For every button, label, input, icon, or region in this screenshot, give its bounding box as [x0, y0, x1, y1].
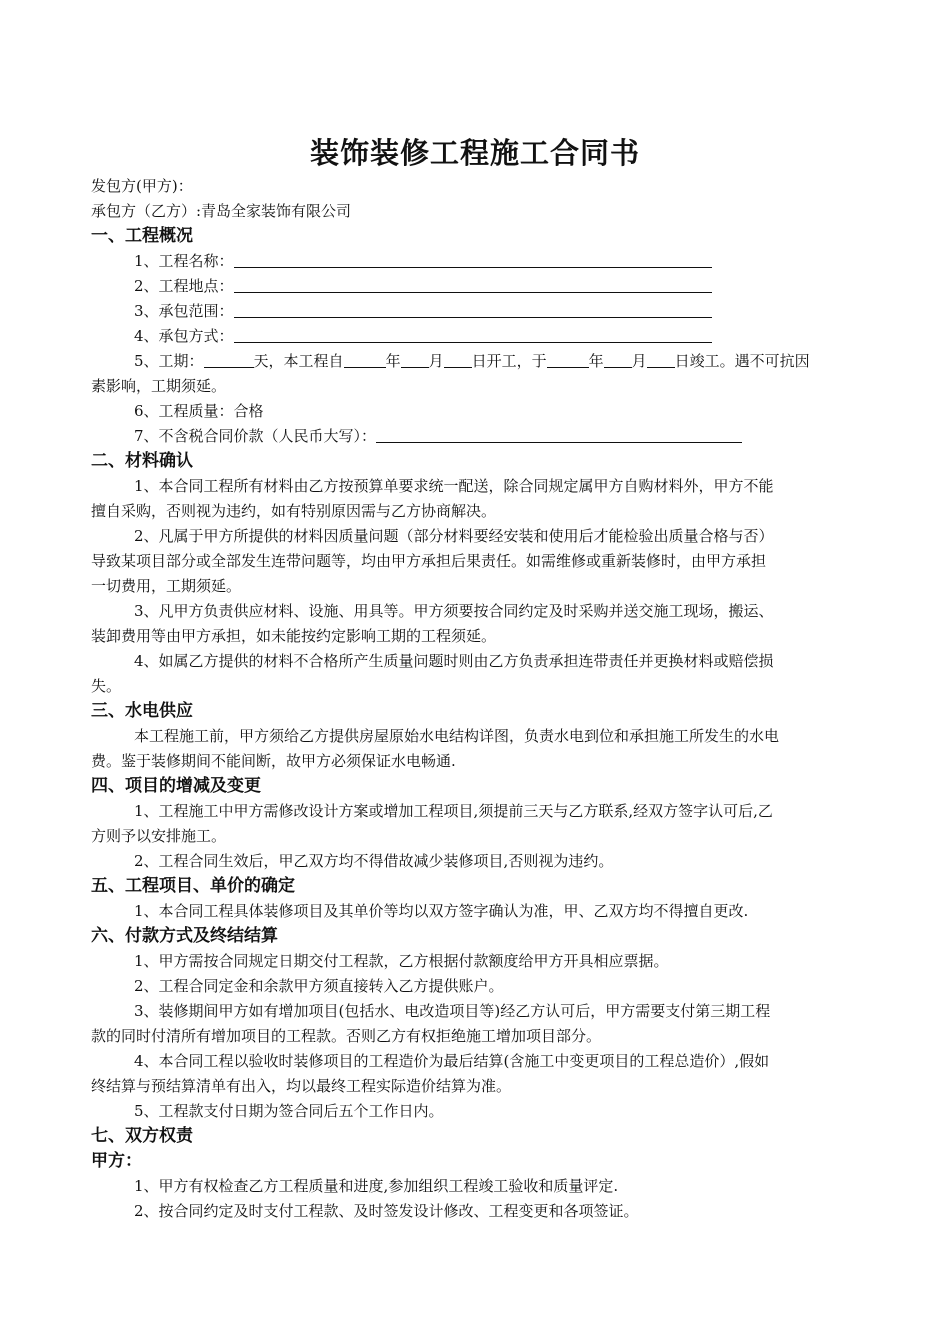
project-location-blank — [234, 275, 712, 293]
employer-line: 发包方(甲方)： — [91, 177, 193, 195]
paragraph: 2、工程合同生效后，甲乙双方均不得借故减少装修项目,否则视为违约。 — [134, 852, 614, 870]
start-day-blank — [444, 350, 472, 368]
section-heading-7: 七、双方权责 — [91, 1126, 193, 1146]
project-location-label: 2、工程地点： — [134, 277, 234, 295]
section-heading-6: 六、付款方式及终结结算 — [91, 926, 278, 946]
days-blank — [204, 350, 254, 368]
paragraph: 4、如属乙方提供的材料不合格所产生质量问题时则由乙方负责承担连带责任并更换材料或赔偿损 — [134, 652, 774, 670]
section-heading-3: 三、水电供应 — [91, 701, 193, 721]
contract-method-blank — [234, 325, 712, 343]
quality-row: 6、工程质量：合格 — [134, 402, 264, 420]
paragraph: 1、甲方需按合同规定日期交付工程款，乙方根据付款额度给甲方开具相应票据。 — [134, 952, 669, 970]
section-heading-1: 一、工程概况 — [91, 226, 193, 246]
project-name-blank — [234, 250, 712, 268]
paragraph: 终结算与预结算清单有出入，均以最终工程实际造价结算为准。 — [91, 1077, 512, 1095]
paragraph: 1、甲方有权检查乙方工程质量和进度,参加组织工程竣工验收和质量评定. — [134, 1177, 619, 1195]
period-text-6: 月 — [631, 352, 647, 370]
contract-price-row — [134, 424, 861, 449]
period-label: 5、工期： — [134, 352, 204, 370]
paragraph: 1、工程施工中甲方需修改设计方案或增加工程项目,须提前三天与乙方联系,经双方签字认可后,乙 — [134, 802, 773, 820]
period-text-2: 年 — [385, 352, 401, 370]
paragraph: 费。鉴于装修期间不能间断，故甲方必须保证水电畅通. — [91, 752, 456, 770]
project-location-row — [134, 274, 861, 299]
contract-method-label: 4、承包方式： — [134, 327, 234, 345]
document-title: 装饰装修工程施工合同书 — [309, 136, 640, 170]
section-heading-5: 五、工程项目、单价的确定 — [91, 876, 295, 896]
project-name-label: 1、工程名称： — [134, 252, 234, 270]
project-scope-label: 3、承包范围： — [134, 302, 234, 320]
section-heading-2: 二、材料确认 — [91, 451, 193, 471]
paragraph: 导致某项目部分或全部发生连带问题等，均由甲方承担后果责任。如需维修或重新装修时，由甲方承担 — [91, 552, 767, 570]
paragraph: 2、工程合同定金和余款甲方须直接转入乙方提供账户。 — [134, 977, 504, 995]
project-scope-blank — [234, 300, 712, 318]
paragraph: 5、工程款支付日期为签合同后五个工作日内。 — [134, 1102, 444, 1120]
end-month-blank — [604, 350, 632, 368]
contract-price-label: 7、不含税合同价款（人民币大写）： — [134, 427, 377, 445]
paragraph: 一切费用，工期须延。 — [91, 577, 242, 595]
period-text-5: 年 — [588, 352, 604, 370]
section-heading-4: 四、项目的增减及变更 — [91, 776, 261, 796]
period-text-3: 月 — [428, 352, 444, 370]
paragraph: 擅自采购，否则视为违约，如有特别原因需与乙方协商解决。 — [91, 502, 497, 520]
period-text-1: 天，本工程自 — [253, 352, 344, 370]
party-a-label: 甲方： — [91, 1151, 142, 1171]
end-year-blank — [547, 350, 589, 368]
contract-price-blank — [376, 425, 742, 443]
end-day-blank — [647, 350, 675, 368]
paragraph: 3、凡甲方负责供应材料、设施、用具等。甲方须要按合同约定及时采购并送交施工现场，搬运、 — [134, 602, 774, 620]
paragraph: 2、凡属于甲方所提供的材料因质量问题（部分材料要经安装和使用后才能检验出质量合格与否） — [134, 527, 774, 545]
paragraph: 1、本合同工程具体装修项目及其单价等均以双方签字确认为准，甲、乙双方均不得擅自更改. — [134, 902, 749, 920]
period-text-4: 日开工，于 — [471, 352, 547, 370]
start-month-blank — [401, 350, 429, 368]
paragraph: 3、装修期间甲方如有增加项目(包括水、电改造项目等)经乙方认可后，甲方需要支付第三期工程 — [134, 1002, 771, 1020]
contractor-line: 承包方（乙方）:青岛全家装饰有限公司 — [91, 202, 352, 220]
contract-method-row — [134, 324, 861, 349]
paragraph: 1、本合同工程所有材料由乙方按预算单要求统一配送，除合同规定属甲方自购材料外，甲方不能 — [134, 477, 774, 495]
period-continuation: 素影响，工期须延。 — [91, 377, 227, 395]
paragraph: 款的同时付清所有增加项目的工程款。否则乙方有权拒绝施工增加项目部分。 — [91, 1027, 602, 1045]
paragraph: 装卸费用等由甲方承担，如未能按约定影响工期的工程须延。 — [91, 627, 497, 645]
paragraph: 2、按合同约定及时支付工程款、及时签发设计修改、工程变更和各项签证。 — [134, 1202, 639, 1220]
project-name-row — [134, 249, 861, 274]
start-year-blank — [344, 350, 386, 368]
project-scope-row — [134, 299, 861, 324]
paragraph: 方则予以安排施工。 — [91, 827, 227, 845]
construction-period-row — [134, 349, 861, 374]
paragraph: 4、本合同工程以验收时装修项目的工程造价为最后结算(含施工中变更项目的工程总造价）,假如 — [134, 1052, 770, 1070]
period-text-7: 日竣工。遇不可抗因 — [674, 352, 810, 370]
paragraph: 失。 — [91, 677, 122, 695]
paragraph: 本工程施工前，甲方须给乙方提供房屋原始水电结构详图，负责水电到位和承担施工所发生的水电 — [134, 727, 780, 745]
